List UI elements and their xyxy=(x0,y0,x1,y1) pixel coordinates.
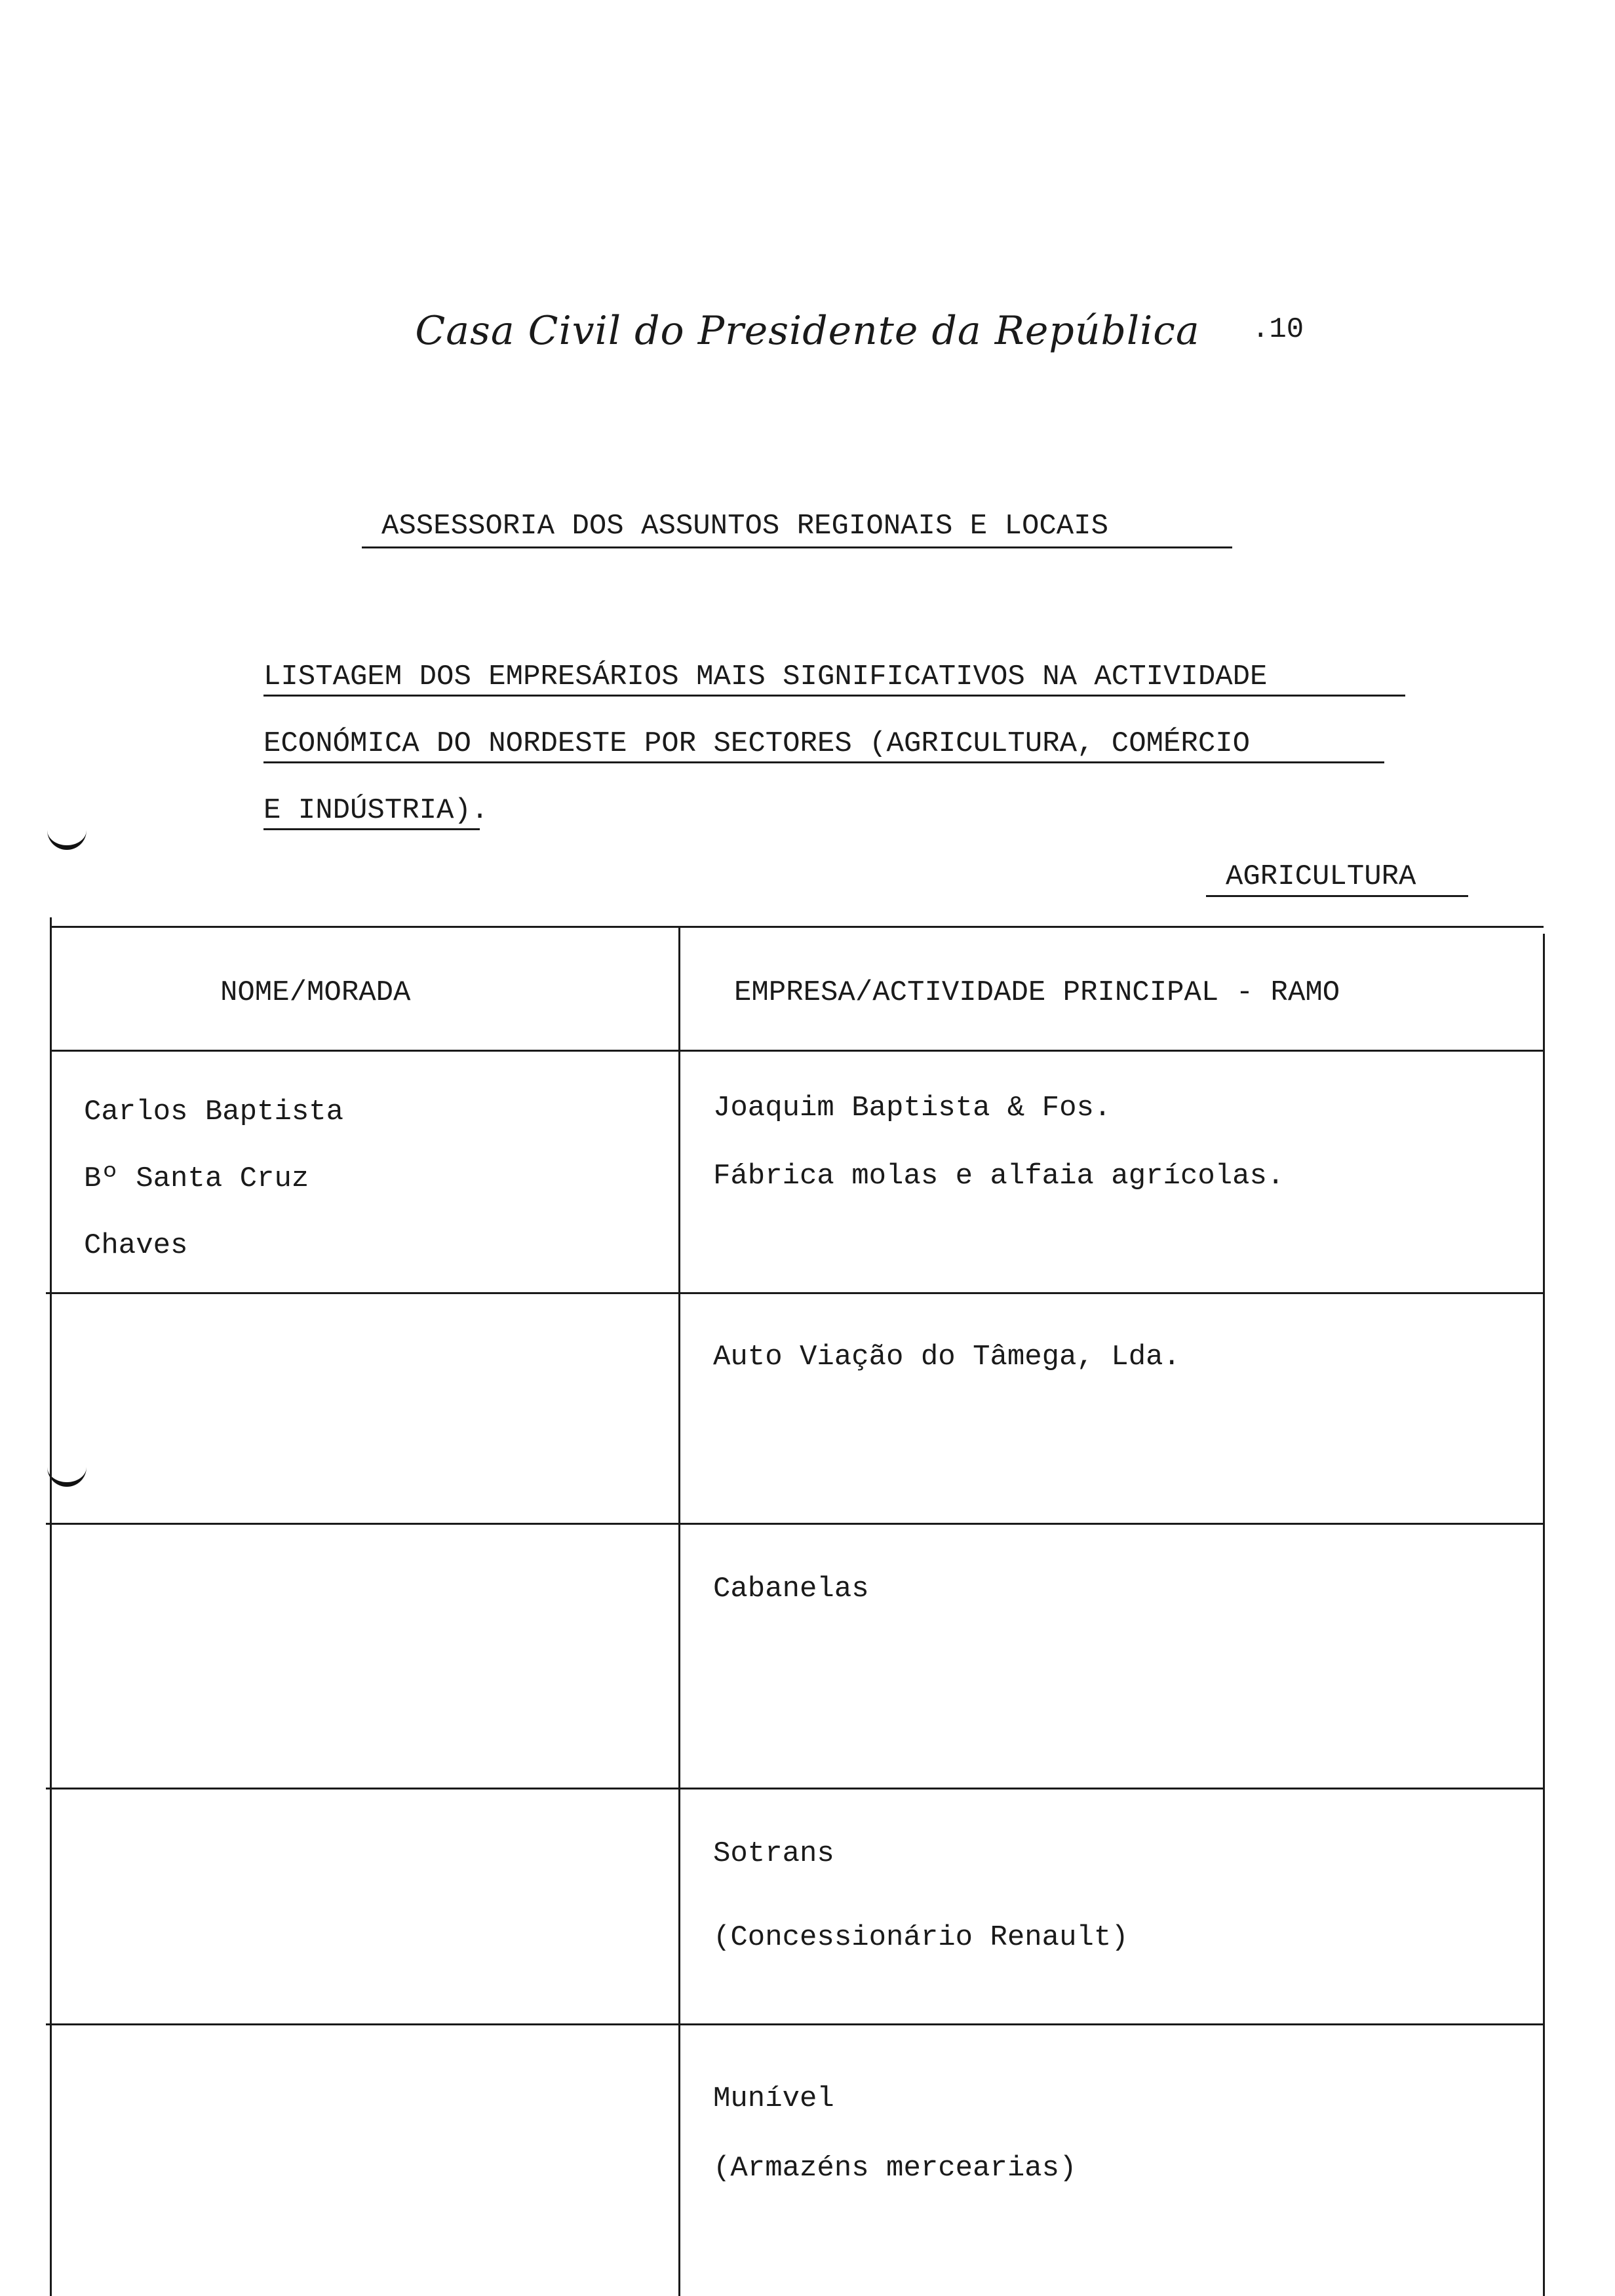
department-heading: ASSESSORIA DOS ASSUNTOS REGIONAIS E LOCAIS xyxy=(381,510,1108,543)
page-number: .10 xyxy=(1252,313,1304,346)
section-label: AGRICULTURA xyxy=(1226,860,1416,893)
binder-mark xyxy=(47,1456,87,1487)
table-cell-empresa: Sotrans xyxy=(713,1837,834,1870)
table-rule xyxy=(46,2023,1544,2025)
table-cell-nome: Chaves xyxy=(84,1229,188,1262)
table-rule xyxy=(46,1788,1544,1789)
table-cell-empresa: Cabanelas xyxy=(713,1573,869,1605)
column-header-empresa: EMPRESA/ACTIVIDADE PRINCIPAL - RAMO xyxy=(734,976,1340,1009)
letterhead: Casa Civil do Presidente da República xyxy=(415,308,1200,354)
table-cell-empresa: Auto Viação do Tâmega, Lda. xyxy=(713,1341,1180,1373)
section-underline xyxy=(1206,895,1468,897)
table-rule xyxy=(51,1050,1544,1052)
table-border-left xyxy=(50,917,52,2296)
title-line-2: ECONÓMICA DO NORDESTE POR SECTORES (AGRICULTURA, COMÉRCIO xyxy=(263,727,1251,760)
table-cell-nome: Bº Santa Cruz xyxy=(84,1162,309,1195)
column-header-nome: NOME/MORADA xyxy=(220,976,411,1009)
binder-mark xyxy=(47,819,87,850)
table-column-divider xyxy=(678,926,680,2296)
table-rule xyxy=(46,1523,1544,1525)
title-underline-2 xyxy=(263,761,1384,763)
title-underline-1 xyxy=(263,695,1405,697)
title-line-1: LISTAGEM DOS EMPRESÁRIOS MAIS SIGNIFICATIVOS NA ACTIVIDADE xyxy=(263,660,1268,693)
table-cell-empresa: Munível xyxy=(713,2082,834,2115)
table-cell-empresa: (Concessionário Renault) xyxy=(713,1921,1129,1954)
table-rule xyxy=(46,1292,1544,1294)
table-border-top xyxy=(51,926,1544,928)
title-underline-3 xyxy=(263,828,480,830)
table-cell-empresa: Joaquim Baptista & Fos. xyxy=(713,1092,1112,1124)
table-cell-nome: Carlos Baptista xyxy=(84,1096,344,1128)
department-underline xyxy=(362,546,1232,548)
table-cell-empresa: Fábrica molas e alfaia agrícolas. xyxy=(713,1160,1285,1193)
table-cell-empresa: (Armazéns mercearias) xyxy=(713,2152,1077,2185)
title-line-3: E INDÚSTRIA). xyxy=(263,794,489,827)
table-border-right xyxy=(1543,934,1545,2296)
